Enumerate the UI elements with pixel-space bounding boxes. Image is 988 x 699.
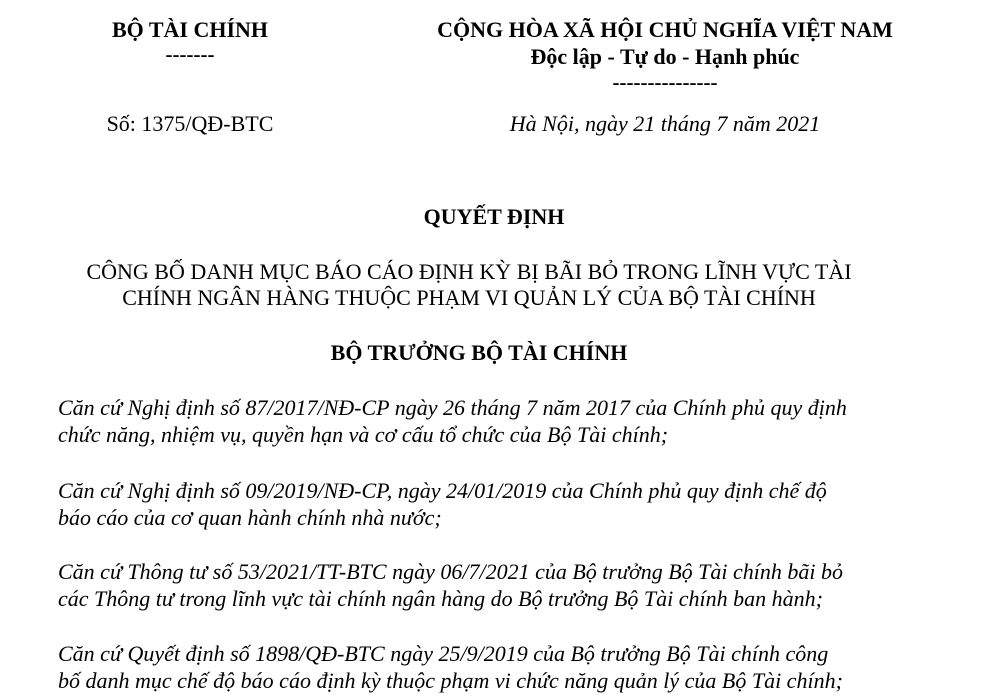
preamble-3-line-1: Căn cứ Thông tư số 53/2021/TT-BTC ngày 06/7/2021 của Bộ trưởng Bộ Tài chính bãi bỏ — [58, 559, 843, 584]
preamble-2-line-2: báo cáo của cơ quan hành chính nhà nước; — [58, 505, 442, 530]
country-name: CỘNG HÒA XÃ HỘI CHỦ NGHĨA VIỆT NAM — [437, 17, 893, 42]
issuing-agency: BỘ TÀI CHÍNH — [111, 17, 269, 42]
preamble-3-line-2: các Thông tư trong lĩnh vực tài chính ngân hàng do Bộ trưởng Bộ Tài chính ban hành; — [58, 586, 823, 611]
motto-rule: --------------- — [612, 70, 718, 94]
subject-line-1: CÔNG BỐ DANH MỤC BÁO CÁO ĐỊNH KỲ BỊ BÃI BỎ TRONG LĨNH VỰC TÀI — [86, 259, 852, 284]
preamble-2-line-1: Căn cứ Nghị định số 09/2019/NĐ-CP, ngày 24/01/2019 của Chính phủ quy định chế độ — [58, 478, 827, 503]
agency-rule: ------- — [165, 42, 215, 66]
preamble-1-line-2: chức năng, nhiệm vụ, quyền hạn và cơ cấu tổ chức của Bộ Tài chính; — [58, 422, 669, 447]
issuing-authority: BỘ TRƯỞNG BỘ TÀI CHÍNH — [330, 340, 628, 365]
preamble-4-line-1: Căn cứ Quyết định số 1898/QĐ-BTC ngày 25/9/2019 của Bộ trưởng Bộ Tài chính công — [58, 641, 829, 666]
preamble-4-line-2: bố danh mục chế độ báo cáo định kỳ thuộc phạm vi chức năng quản lý của Bộ Tài chính; — [58, 668, 843, 693]
document-type: QUYẾT ĐỊNH — [423, 204, 565, 229]
national-motto: Độc lập - Tự do - Hạnh phúc — [530, 44, 800, 69]
subject-line-2: CHÍNH NGÂN HÀNG THUỘC PHẠM VI QUẢN LÝ CỦA BỘ TÀI CHÍNH — [122, 285, 816, 310]
document-number: Số: 1375/QĐ-BTC — [106, 111, 274, 136]
place-date: Hà Nội, ngày 21 tháng 7 năm 2021 — [509, 111, 821, 136]
preamble-1-line-1: Căn cứ Nghị định số 87/2017/NĐ-CP ngày 26 tháng 7 năm 2017 của Chính phủ quy định — [58, 395, 847, 420]
